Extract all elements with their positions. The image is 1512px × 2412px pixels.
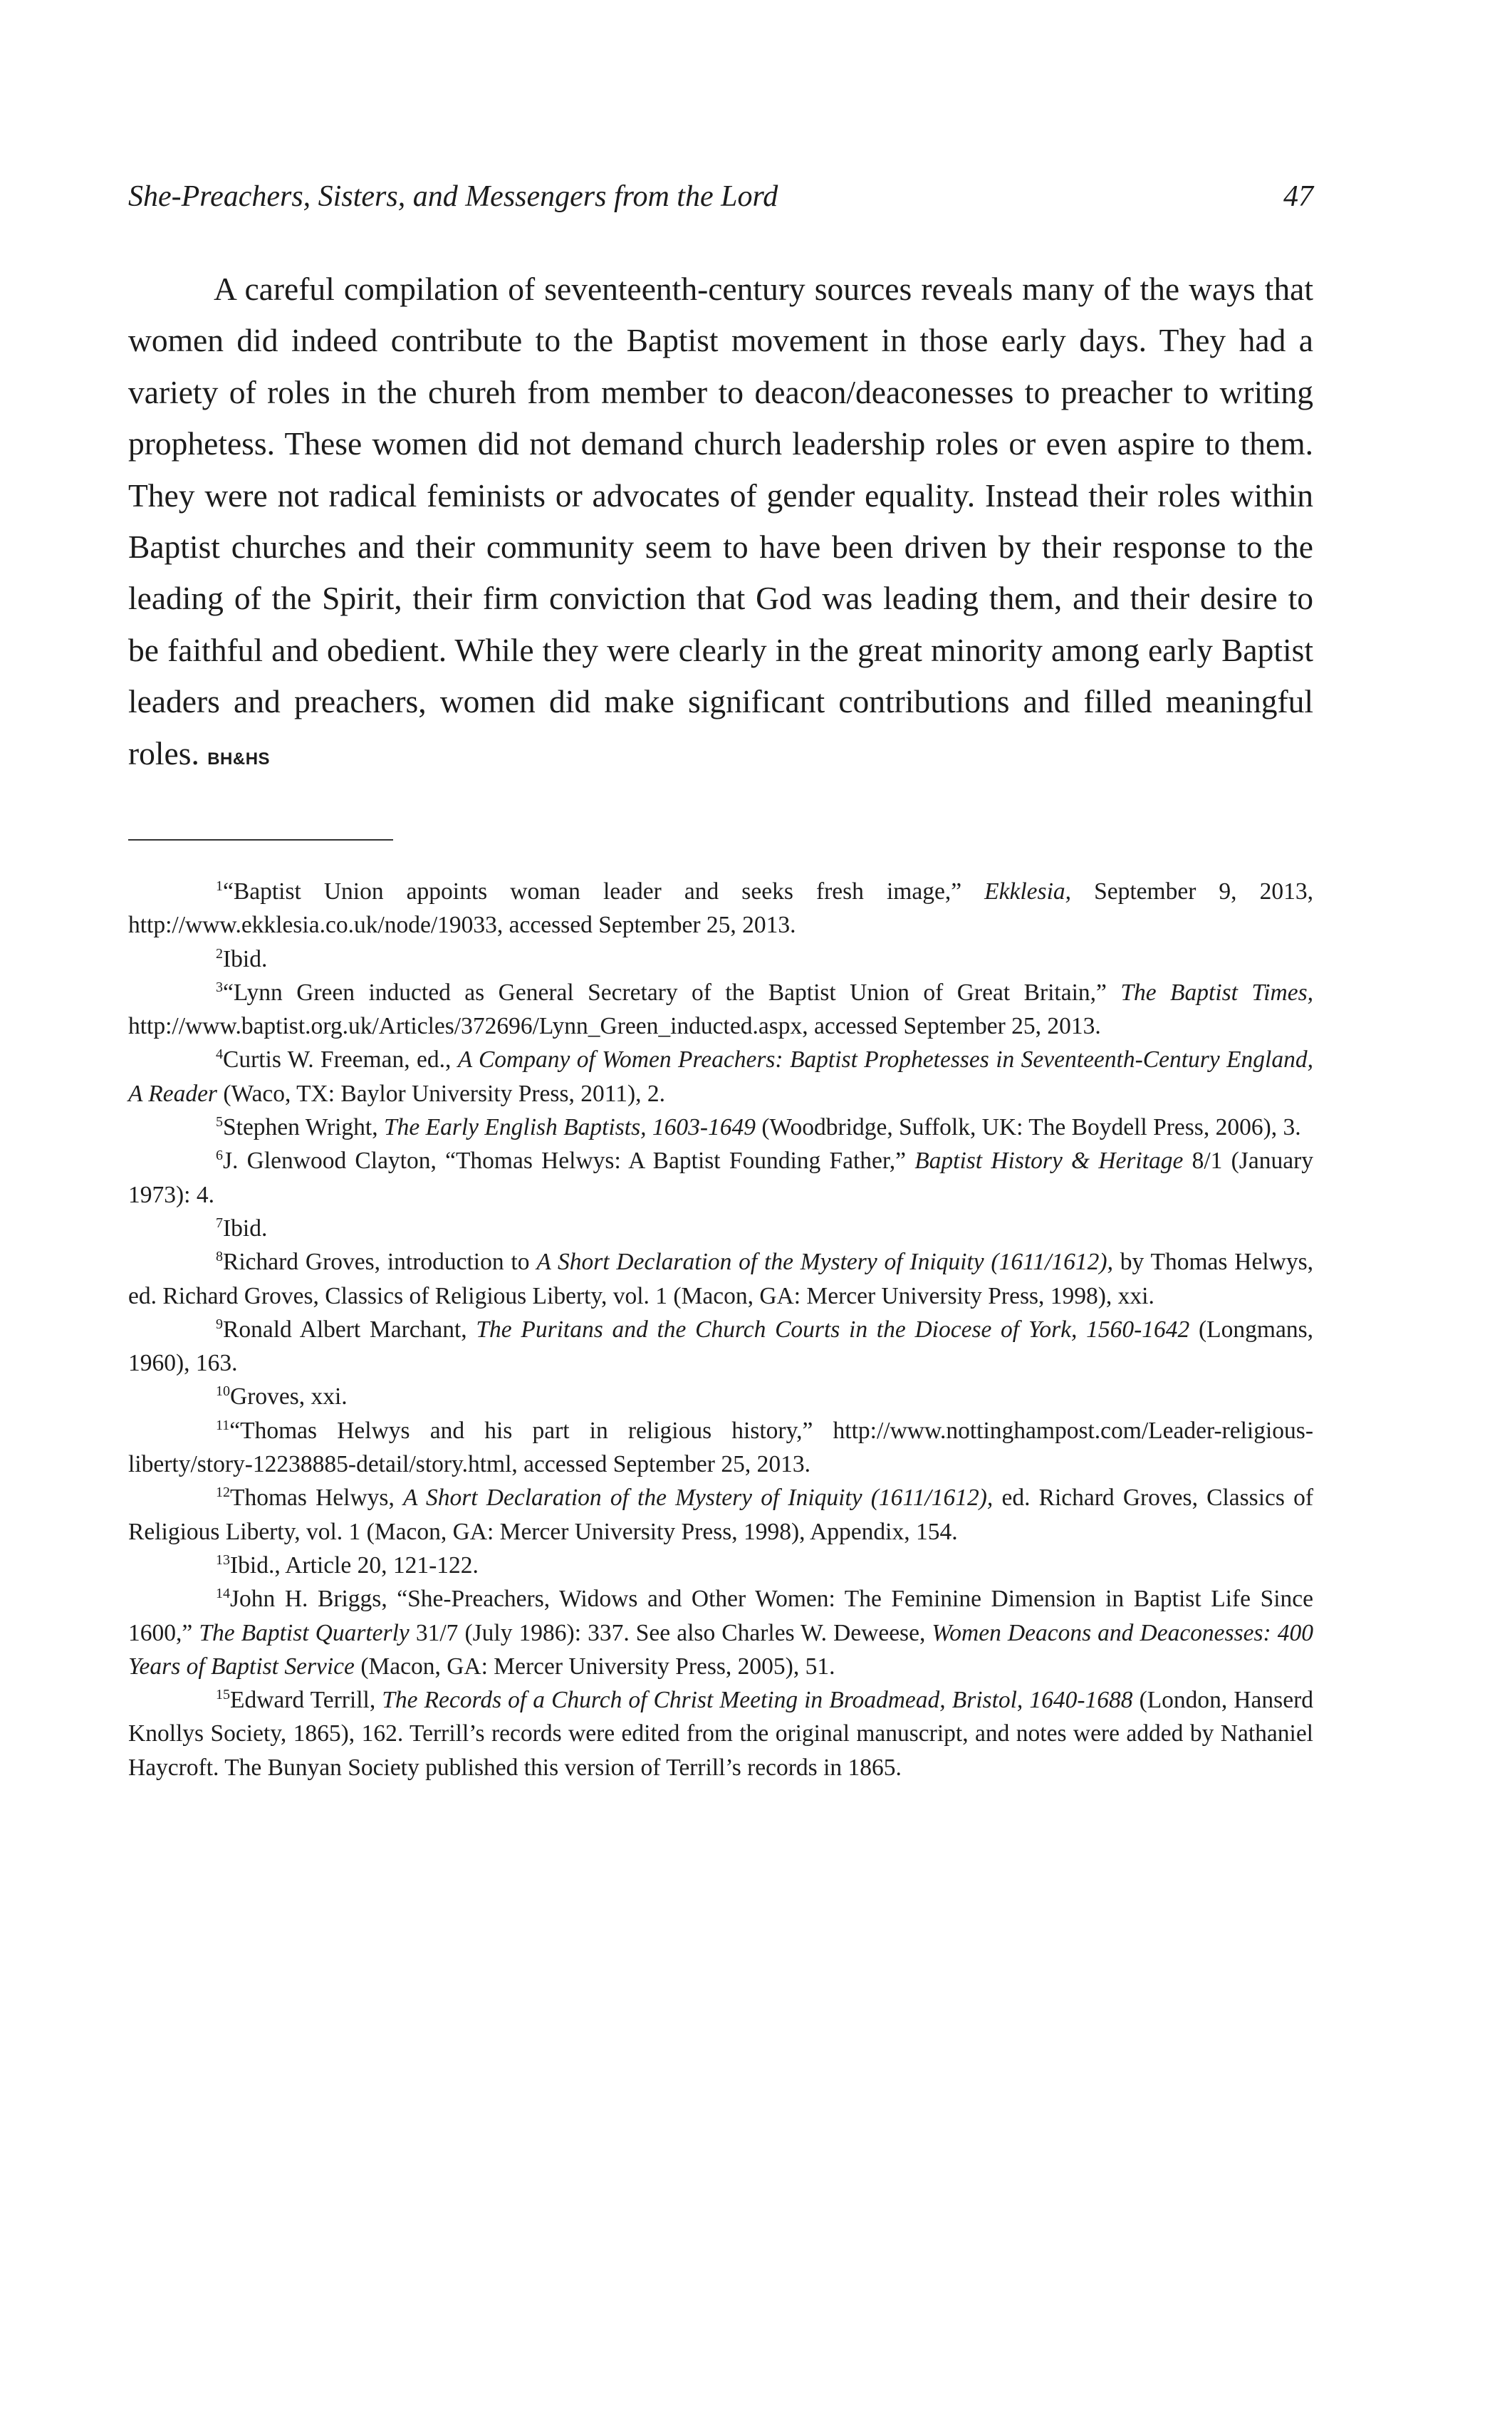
footnote-text: Ibid. bbox=[223, 1215, 268, 1242]
footnote-text: “Thomas Helwys and his part in religious history,” http://www.nottinghampost.com/Leader-religious-liberty/story-12238885-detail/story.html, accessed September 25, 2013. bbox=[128, 1417, 1313, 1478]
footnote-8 bbox=[128, 1245, 1313, 1313]
footnote-11 bbox=[128, 1414, 1313, 1482]
paragraph-text: A careful compilation of seventeenth-century sources reveals many of the ways that women did indeed contribute to the Baptist movement in those early days. They had a variety of roles in the chureh from member to deacon/deaconesses to preacher to writing prophetess. These women did not demand church leadership roles or even aspire to them. They were not radical feminists or advocates of gender equality. Instead their roles within Baptist churches and their community seem to have been driven by their response to the leading of the Spirit, their firm conviction that God was leading them, and their desire to be faithful and obedient. While they were clearly in the great minority among early Baptist leaders and preachers, women did make significant contributions and filled meaningful roles. bbox=[128, 271, 1313, 771]
footnote-number: 15 bbox=[216, 1687, 230, 1703]
footnote-title: The Baptist Times, bbox=[1120, 979, 1313, 1006]
footnote-text: Edward Terrill, bbox=[230, 1687, 382, 1714]
page-number: 47 bbox=[1283, 180, 1313, 213]
footnote-title: The Early English Baptists, 1603-1649 bbox=[384, 1114, 756, 1141]
body-paragraph bbox=[128, 264, 1313, 785]
footnote-text: “Lynn Green inducted as General Secretary of the Baptist Union of Great Britain,” bbox=[223, 979, 1121, 1006]
footnote-text: Ronald Albert Marchant, bbox=[223, 1316, 476, 1343]
footnote-title: Baptist History & Heritage bbox=[914, 1148, 1184, 1175]
footnote-title: The Records of a Church of Christ Meeting in Broadmead, Bristol, 1640-1688 bbox=[382, 1687, 1133, 1714]
footnote-text: by Thomas Helwys, ed. Richard Groves, Classics of Religious Liberty, vol. 1 (Macon, GA: Mercer University Press, 1998), xxi. bbox=[128, 1249, 1313, 1309]
footnote-number: 3 bbox=[216, 979, 223, 995]
running-header bbox=[128, 180, 1313, 222]
footnote-text: J. Glenwood Clayton, “Thomas Helwys: A Baptist Founding Father,” bbox=[223, 1148, 915, 1175]
footnote-number: 7 bbox=[216, 1215, 223, 1231]
footnote-text: 8/1 (January 1973): 4. bbox=[128, 1148, 1313, 1208]
footnote-text: ed. Richard Groves, Classics of Religious Liberty, vol. 1 (Macon, GA: Mercer University Press, 1998), Appendix, 154. bbox=[128, 1485, 1314, 1545]
footnote-text: Richard Groves, introduction to bbox=[223, 1249, 537, 1276]
footnote-text: (London, Hanserd Knollys Society, 1865), 162. Terrill’s records were edited from the original manuscript, and notes were added by Nathaniel Haycroft. The Bunyan Society published this version of Terrill’s records in 1865. bbox=[128, 1687, 1313, 1781]
footnote-number: 13 bbox=[216, 1551, 230, 1568]
footnote-title: A Company of Women Preachers: Baptist Prophetesses in Seventeenth-Century England, A Reader bbox=[128, 1046, 1313, 1107]
footnote-divider bbox=[128, 839, 393, 841]
footnote-3 bbox=[128, 976, 1313, 1044]
footnote-number: 1 bbox=[216, 878, 223, 894]
footnote-12 bbox=[128, 1481, 1313, 1549]
footnote-text: Groves, xxi. bbox=[230, 1383, 348, 1410]
footnote-text: “Baptist Union appoints woman leader and seeks fresh image,” bbox=[223, 878, 985, 905]
footnote-title: Ekklesia, bbox=[984, 878, 1072, 905]
footnote-text: (Woodbridge, Suffolk, UK: The Boydell Press, 2006), 3. bbox=[756, 1114, 1301, 1141]
main-text bbox=[128, 264, 1313, 785]
footnote-text: http://www.baptist.org.uk/Articles/372696/Lynn_Green_inducted.aspx, accessed September 25, 2013. bbox=[128, 1013, 1101, 1040]
footnote-9 bbox=[128, 1313, 1313, 1381]
footnote-number: 8 bbox=[216, 1249, 223, 1265]
footnote-number: 9 bbox=[216, 1316, 223, 1332]
footnote-number: 2 bbox=[216, 945, 223, 962]
footnote-text: Curtis W. Freeman, ed., bbox=[223, 1046, 458, 1074]
footnote-text: Stephen Wright, bbox=[223, 1114, 384, 1141]
footnote-text: Ibid., Article 20, 121-122. bbox=[230, 1551, 479, 1579]
footnote-2 bbox=[128, 942, 1313, 976]
footnote-title: A Short Declaration of the Mystery of Iniquity (1611/1612), bbox=[402, 1485, 994, 1512]
footnote-title: The Puritans and the Church Courts in the Diocese of York, 1560-1642 bbox=[476, 1316, 1190, 1343]
footnote-title: A Short Declaration of the Mystery of Iniquity (1611/1612), bbox=[536, 1249, 1113, 1276]
end-mark: BH&HS bbox=[207, 749, 271, 769]
footnote-title: Women Deacons and Deaconesses: 400 Years of Baptist Service bbox=[128, 1619, 1314, 1680]
footnote-text: (Longmans, 1960), 163. bbox=[128, 1316, 1313, 1377]
footnote-13 bbox=[128, 1549, 1313, 1582]
footnote-text: Thomas Helwys, bbox=[230, 1485, 403, 1512]
footnote-text: Ibid. bbox=[223, 945, 268, 972]
footnote-15 bbox=[128, 1683, 1313, 1784]
footnote-text: John H. Briggs, “She-Preachers, Widows and Other Women: The Feminine Dimension in Baptist Life Since 1600,” bbox=[128, 1586, 1313, 1646]
footnote-7 bbox=[128, 1212, 1313, 1245]
footnote-5 bbox=[128, 1111, 1313, 1144]
footnote-number: 6 bbox=[216, 1148, 223, 1164]
footnote-number: 12 bbox=[216, 1485, 230, 1501]
running-title: She-Preachers, Sisters, and Messengers from the Lord bbox=[128, 180, 778, 213]
footnote-number: 11 bbox=[216, 1417, 230, 1433]
footnote-text: (Macon, GA: Mercer University Press, 2005), 51. bbox=[354, 1653, 835, 1680]
footnote-number: 5 bbox=[216, 1114, 223, 1130]
footnote-number: 14 bbox=[216, 1586, 230, 1602]
footnote-14 bbox=[128, 1582, 1313, 1683]
footnote-text: (Waco, TX: Baylor University Press, 2011), 2. bbox=[217, 1080, 666, 1107]
footnote-10 bbox=[128, 1380, 1313, 1413]
footnotes bbox=[128, 875, 1313, 1784]
footnote-number: 10 bbox=[216, 1383, 230, 1400]
footnote-text: 31/7 (July 1986): 337. See also Charles W. Deweese, bbox=[409, 1619, 932, 1646]
footnote-text: September 9, 2013, http://www.ekklesia.co.uk/node/19033, accessed September 25, 2013. bbox=[128, 878, 1313, 939]
footnote-4 bbox=[128, 1043, 1313, 1111]
footnote-title: The Baptist Quarterly bbox=[199, 1619, 410, 1646]
footnote-6 bbox=[128, 1144, 1313, 1212]
footnote-1 bbox=[128, 875, 1313, 942]
footnote-number: 4 bbox=[216, 1046, 223, 1063]
